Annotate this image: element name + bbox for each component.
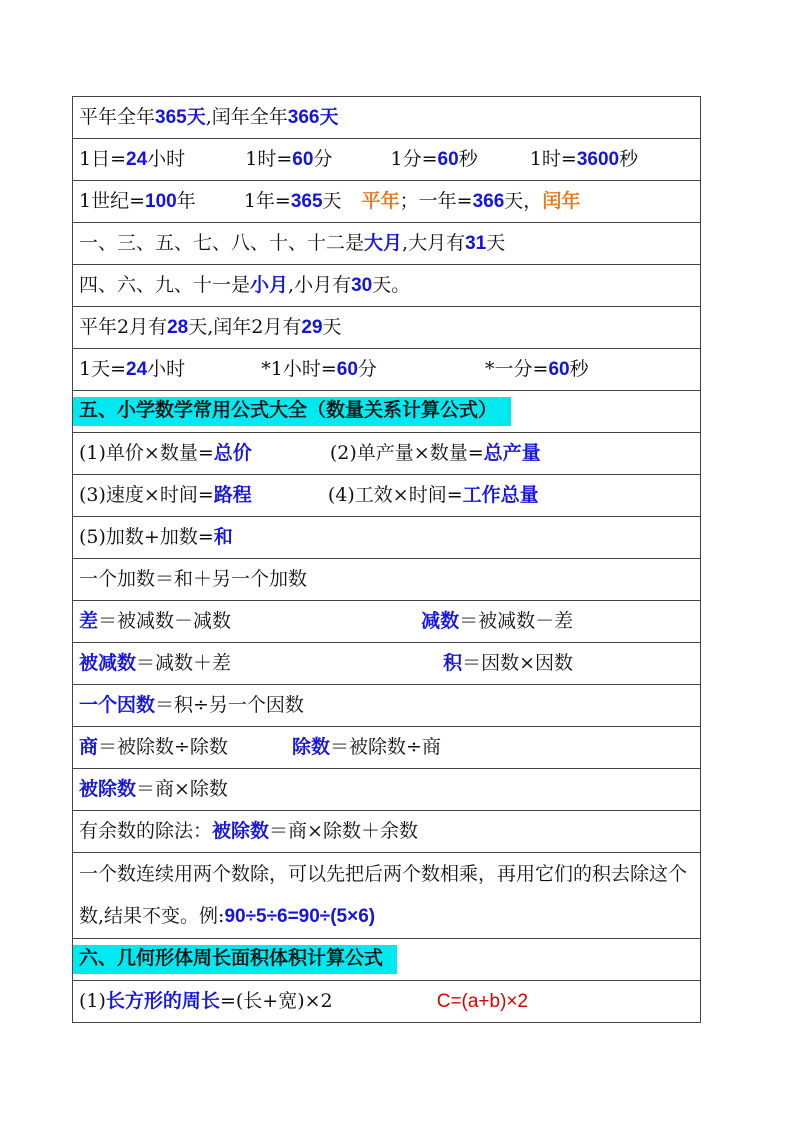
table-cell (73, 981, 701, 1023)
table-row (73, 349, 701, 391)
value: 小月 (250, 275, 289, 296)
table-cell (73, 517, 701, 559)
table-row (73, 223, 701, 265)
text: ,小月有 (288, 274, 352, 296)
value: 366天 (287, 107, 339, 128)
table-cell (73, 391, 701, 433)
section-title: 六、几何形体周长面积体积计算公式 (73, 945, 397, 974)
text: ＝被除数÷除数 (98, 736, 228, 758)
text: *1小时= (261, 358, 337, 380)
text: (2)单产量×数量= (329, 442, 484, 464)
formula-table (72, 96, 701, 1023)
text: 天 (322, 316, 342, 338)
text: 有余数的除法： (79, 820, 213, 842)
text: 天 (322, 190, 342, 212)
text: 分 (357, 358, 377, 380)
value: 24 (126, 149, 148, 170)
value: 100 (145, 191, 177, 212)
text: 秒 (619, 148, 639, 170)
value: 28 (167, 317, 189, 338)
term: 一个因数 (79, 695, 156, 716)
table-row (73, 601, 701, 643)
value: 60 (292, 149, 314, 170)
text: 一个数连续用两个数除，可以先把后两个数相乘，再用它们的积去除这个数,结果不变。例: (79, 863, 688, 927)
text: ＝商×除数 (136, 778, 228, 800)
term: 被除数 (79, 779, 137, 800)
table-row (73, 981, 701, 1023)
text: ＝因数×因数 (462, 652, 574, 674)
table-row (73, 139, 701, 181)
value: 平年 (361, 191, 400, 212)
value: 闰年 (542, 191, 581, 212)
text: ＝商×除数＋余数 (269, 820, 418, 842)
table-cell (73, 727, 701, 769)
table-row (73, 727, 701, 769)
text: 四、六、九、十一是 (79, 274, 251, 296)
text: 小时 (147, 358, 186, 380)
text: ＝被减数－减数 (98, 610, 232, 632)
term: 被减数 (79, 653, 137, 674)
text: ＝被除数÷商 (330, 736, 441, 758)
formula: C=(a+b)×2 (436, 991, 529, 1012)
value: 366 (472, 191, 505, 212)
table-row (73, 769, 701, 811)
example: 90÷5÷6=90÷(5×6) (224, 906, 376, 927)
text: 秒 (458, 148, 478, 170)
table-cell (73, 181, 701, 223)
value: 29 (301, 317, 323, 338)
text: ＝被减数－差 (459, 610, 574, 632)
text: 1世纪= (79, 190, 146, 212)
value: 路程 (213, 485, 252, 506)
text: 1分= (390, 148, 438, 170)
table-cell (73, 139, 701, 181)
text: (4)工效×时间= (327, 484, 463, 506)
text: 1年= (243, 190, 291, 212)
text: 1时= (245, 148, 293, 170)
value: 30 (351, 275, 373, 296)
text: 一个加数＝和＋另一个加数 (79, 568, 308, 590)
table-row (73, 811, 701, 853)
table-cell (73, 769, 701, 811)
value: 365 (290, 191, 323, 212)
table-cell (73, 349, 701, 391)
value: 3600 (576, 149, 620, 170)
value: 60 (336, 359, 358, 380)
table-row (73, 853, 701, 939)
text: 平年全年 (79, 106, 156, 128)
text: 天,闰年2月有 (188, 316, 302, 338)
value: 365天 (155, 107, 206, 128)
text: 天 (486, 232, 506, 254)
text: 天。 (372, 274, 411, 296)
text: 小时 (147, 148, 186, 170)
value: 24 (126, 359, 148, 380)
text: (1) (79, 990, 106, 1012)
term: 商 (79, 737, 99, 758)
term: 被除数 (212, 821, 270, 842)
table-row (73, 517, 701, 559)
table-row (73, 559, 701, 601)
text: (5)加数+加数= (79, 526, 214, 548)
value: 31 (465, 233, 487, 254)
table-row (73, 307, 701, 349)
table-cell (73, 433, 701, 475)
table-row (73, 265, 701, 307)
value: 工作总量 (462, 485, 539, 506)
value: 大月 (364, 233, 403, 254)
text: 1天= (79, 358, 127, 380)
text: ＝积÷另一个因数 (155, 694, 304, 716)
table-cell (73, 559, 701, 601)
text: 平年2月有 (79, 316, 168, 338)
text: 年 (176, 190, 196, 212)
text: 1时= (529, 148, 577, 170)
table-cell (73, 601, 701, 643)
value: 总产量 (483, 443, 541, 464)
text: 1日= (79, 148, 127, 170)
text: ＝减数＋差 (136, 652, 232, 674)
section-title: 五、小学数学常用公式大全（数量关系计算公式） (73, 397, 511, 426)
term: 长方形的周长 (105, 991, 220, 1012)
term: 除数 (292, 737, 331, 758)
table-cell (73, 223, 701, 265)
term: 积 (443, 653, 463, 674)
text: ,大月有 (402, 232, 466, 254)
table-cell (73, 939, 701, 981)
table-row (73, 433, 701, 475)
table-row (73, 685, 701, 727)
table-row (73, 181, 701, 223)
term: 差 (79, 611, 99, 632)
text: (3)速度×时间= (79, 484, 214, 506)
text: 一、三、五、七、八、十、十二是 (79, 232, 365, 254)
table-cell (73, 265, 701, 307)
table-row (73, 97, 701, 139)
value: 总价 (213, 443, 252, 464)
text: ,闰年全年 (205, 106, 288, 128)
table-cell (73, 97, 701, 139)
table-cell (73, 307, 701, 349)
table-cell (73, 853, 701, 939)
value: 60 (437, 149, 459, 170)
table-row (73, 475, 701, 517)
table-cell (73, 685, 701, 727)
text: *一分= (485, 358, 549, 380)
value: 和 (213, 527, 233, 548)
table-cell (73, 811, 701, 853)
text: (1)单价×数量= (79, 442, 214, 464)
section-header-row (73, 391, 701, 433)
section-header-row (73, 939, 701, 981)
value: 60 (548, 359, 570, 380)
table-row (73, 643, 701, 685)
text: 分 (313, 148, 333, 170)
table-cell (73, 475, 701, 517)
text: ；一年= (399, 190, 473, 212)
text: 天， (504, 190, 543, 212)
table-cell (73, 643, 701, 685)
term: 减数 (421, 611, 460, 632)
text: 秒 (569, 358, 589, 380)
text: =(长+宽)×2 (219, 990, 333, 1012)
